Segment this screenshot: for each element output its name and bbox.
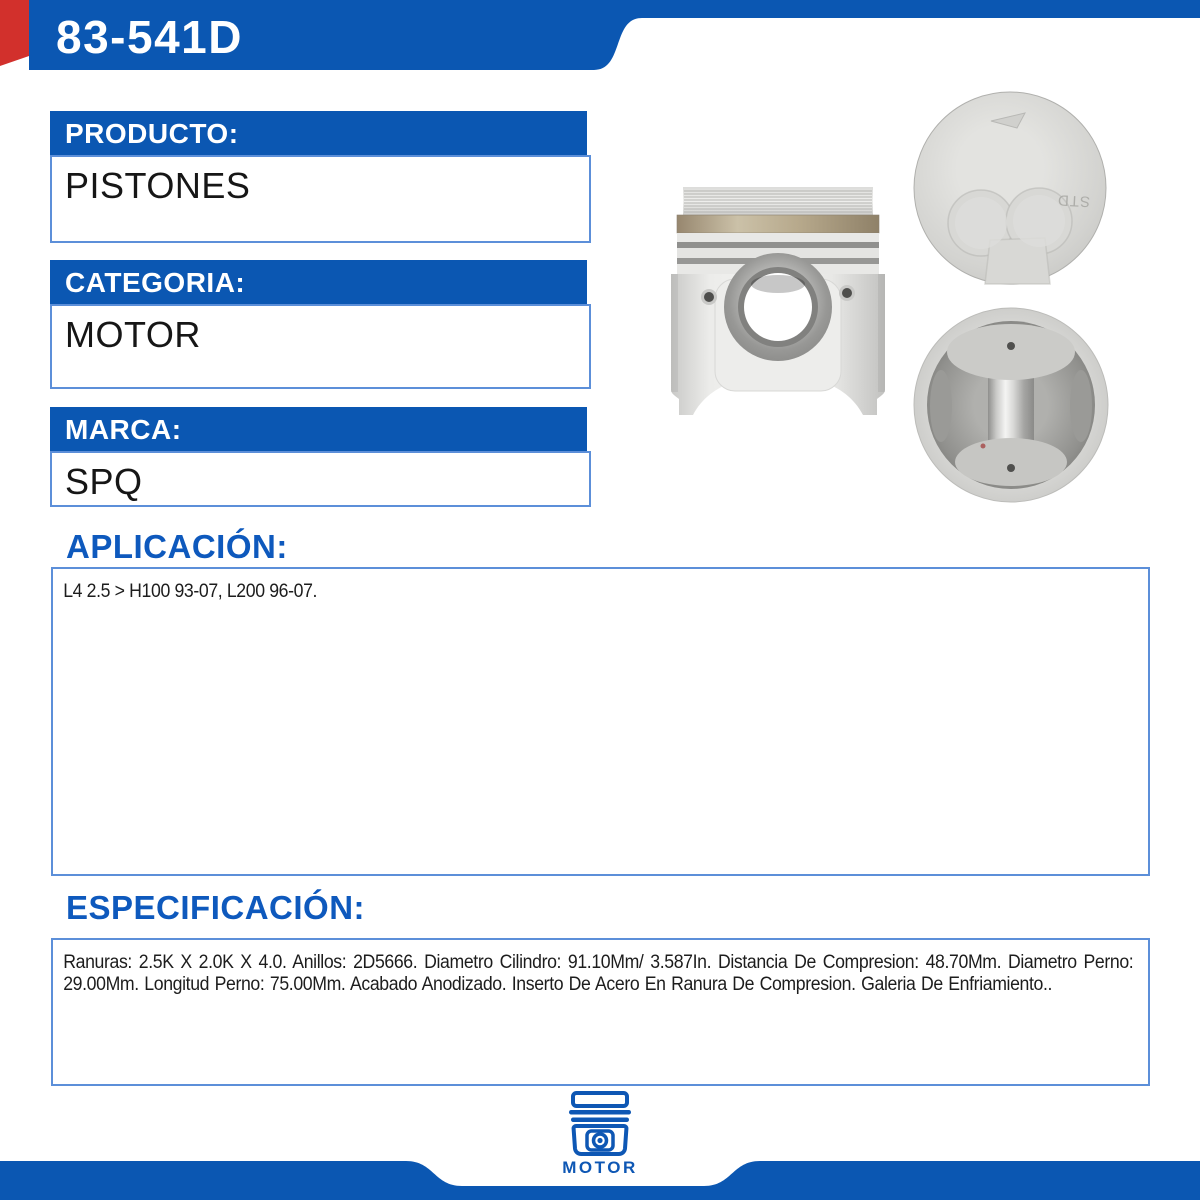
specification-box bbox=[51, 938, 1150, 1086]
field-value-producto: PISTONES bbox=[50, 155, 591, 243]
field-label-producto: PRODUCTO: bbox=[50, 111, 587, 155]
field-value-marca: SPQ bbox=[50, 451, 591, 507]
specification-text: Ranuras: 2.5K X 2.0K X 4.0. Anillos: 2D5666. Diametro Cilindro: 91.10Mm/ 3.587In. Distancia De Compresion: 48.70Mm. Diametro Perno: 29.00Mm. Longitud Perno: 75.00Mm. Acabado Anodizado. Inserto De Acero En Ranura De Compresion. Galeria De Enfriamiento.. bbox=[63, 952, 1134, 995]
std-stamp: STD bbox=[1056, 191, 1091, 210]
field-value-categoria: MOTOR bbox=[50, 304, 591, 389]
part-number: 83-541D bbox=[56, 11, 243, 63]
piston-top-view-photo bbox=[913, 91, 1107, 285]
piston-side-view-photo bbox=[663, 185, 893, 423]
application-text: L4 2.5 > H100 93-07, L200 96-07. bbox=[63, 581, 318, 602]
footer-band bbox=[0, 1155, 1200, 1200]
piston-bottom-view-photo bbox=[911, 306, 1111, 504]
specification-section-title: ESPECIFICACIÓN: bbox=[66, 889, 366, 926]
red-accent-ribbon bbox=[0, 0, 29, 66]
field-label-categoria: CATEGORIA: bbox=[50, 260, 587, 304]
application-box bbox=[51, 567, 1150, 876]
footer-category-label: MOTOR bbox=[562, 1158, 638, 1177]
application-section-title: APLICACIÓN: bbox=[66, 528, 288, 565]
field-label-marca: MARCA: bbox=[50, 407, 587, 451]
piston-icon bbox=[562, 1090, 638, 1158]
